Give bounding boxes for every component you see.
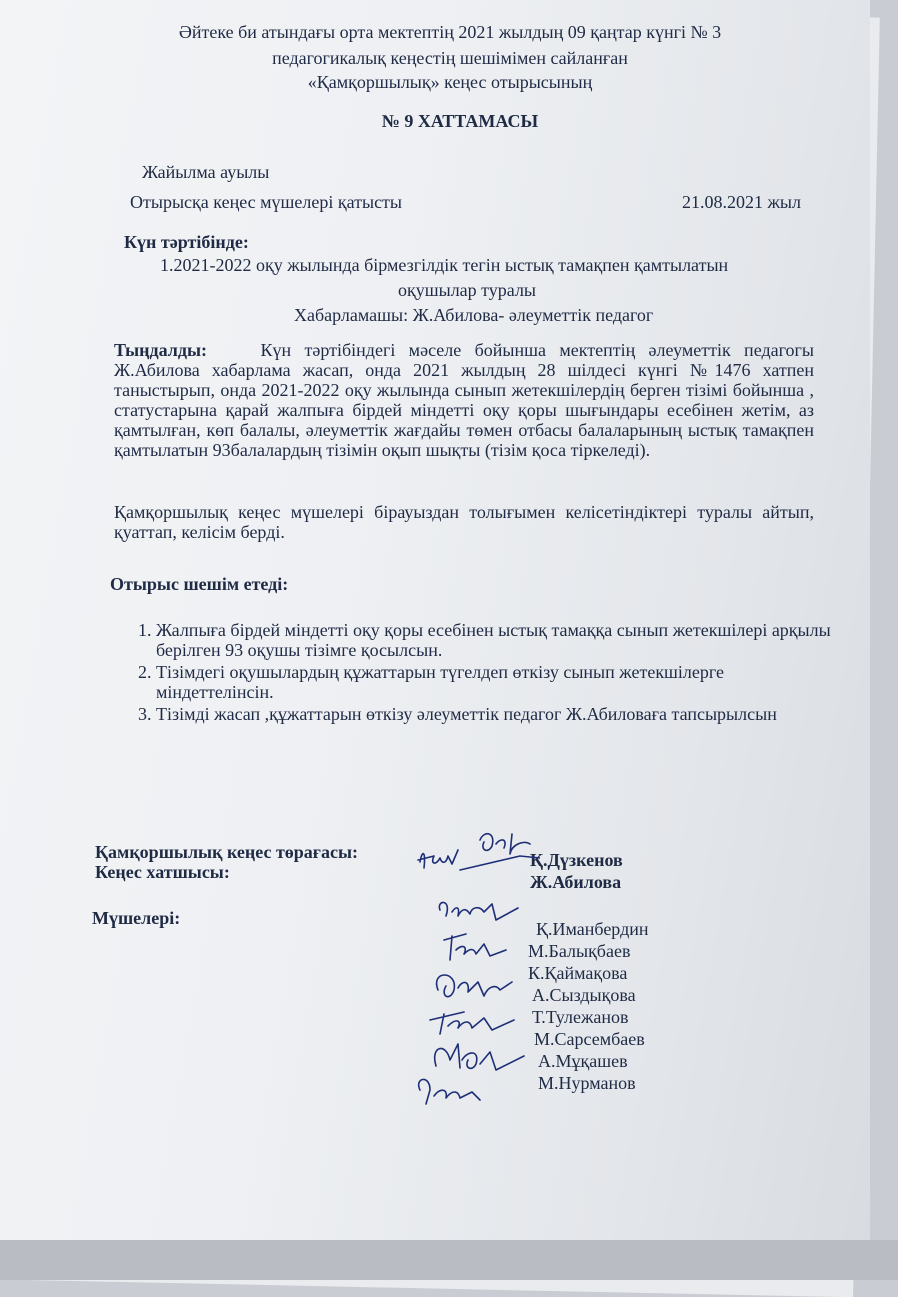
agreement-paragraph: Қамқоршылық кеңес мүшелері бірауыздан толығымен келісетіндіктері туралы айтып, қуаттап, келісім берді. bbox=[114, 502, 814, 542]
reporter: Хабарламашы: Ж.Абилова- әлеуметтік педагог bbox=[294, 305, 654, 325]
members-label: Мүшелері: bbox=[92, 908, 181, 928]
agenda-item-1: 1.2021-2022 оқу жылында бірмезгілдік тегін ыстық тамақпен қамтылатын bbox=[160, 255, 729, 275]
signature-mark bbox=[437, 975, 512, 997]
member-name: М.Нурманов bbox=[538, 1073, 636, 1093]
member-name: М.Балықбаев bbox=[528, 941, 631, 961]
decision-item: 1. Жалпыға бірдей міндетті оқу қоры есебінен ыстық тамаққа сынып жетекшілері арқылы берілген 93 оқушы тізімге қосылсын. bbox=[156, 620, 846, 660]
chair-name: Қ.Дүзкенов bbox=[530, 850, 623, 870]
signature-mark bbox=[460, 856, 540, 870]
signature-mark bbox=[444, 934, 506, 960]
decision-label: Отырыс шешім етеді: bbox=[110, 574, 289, 594]
signature-mark bbox=[435, 1044, 524, 1070]
header-line-3: «Қамқоршылық» кеңес отырысының bbox=[307, 72, 593, 92]
member-name: Т.Тулежанов bbox=[532, 1007, 629, 1027]
heard-label: Тыңдалды: bbox=[114, 340, 208, 360]
place: Жайылма ауылы bbox=[142, 162, 270, 182]
decision-item: 3. Тізімді жасап ,құжаттарын өткізу әлеуметтік педагог Ж.Абиловаға тапсырылсын bbox=[156, 704, 846, 724]
member-name: А.Сыздықова bbox=[532, 985, 636, 1005]
officer-names bbox=[530, 849, 623, 893]
handwritten-signatures bbox=[400, 820, 540, 1120]
signature-mark bbox=[439, 902, 518, 920]
signature-mark bbox=[418, 850, 458, 868]
decision-item: 2. Тізімдегі оқушылардың құжаттарын түгелдеп өткізу сынып жетекшілерге міндеттелінсін. bbox=[156, 662, 846, 702]
secretary-label: Кеңес хатшысы: bbox=[95, 862, 230, 882]
member-name: К.Қаймақова bbox=[528, 963, 628, 983]
header-line-2: педагогикалық кеңестің шешімімен сайланған bbox=[272, 48, 628, 68]
decision-list bbox=[128, 620, 846, 726]
table-surface bbox=[0, 1240, 898, 1280]
signature-mark bbox=[480, 834, 530, 854]
chair-label: Қамқоршылық кеңес төрағасы: bbox=[95, 842, 359, 862]
member-name: М.Сарсембаев bbox=[534, 1029, 645, 1049]
meeting-date: 21.08.2021 жыл bbox=[682, 192, 802, 212]
member-name: Қ.Иманбердин bbox=[536, 919, 649, 939]
member-name: А.Мұқашев bbox=[538, 1051, 628, 1071]
attendance: Отырысқа кеңес мүшелері қатысты bbox=[130, 192, 403, 212]
header-line-1: Әйтеке би атындағы орта мектептің 2021 жылдың 09 қаңтар күнгі № 3 bbox=[178, 22, 722, 42]
secretary-name: Ж.Абилова bbox=[530, 872, 622, 892]
agenda-item-1-cont: оқушылар туралы bbox=[398, 280, 537, 300]
agenda-label: Күн тәртібінде: bbox=[124, 232, 249, 252]
document-title: № 9 ХАТТАМАСЫ bbox=[381, 111, 539, 131]
heard-paragraph bbox=[114, 340, 814, 460]
heard-text: Күн тәртібіндегі мәселе бойынша мектептің әлеуметтік педагогы Ж.Абилова хабарлама жасап, онда 2021 жылдың 28 шілдесі күнгі №1476 хатпен таныстырып, онда 2021-2022 оқу жылында сынып жетекшілердің берген тізімі бойынша , статустарына қарай жалпыға бірдей міндетті оқу қоры шығындары есебінен жетім, аз қамтылған, көп балалы, әлеуметтік жағдайы төмен отбасы балаларының ыстық тамақпен қамтылатын 93балалардың тізімін оқып шықты (тізім қоса тіркеледі). bbox=[114, 340, 814, 460]
signature-mark bbox=[419, 1079, 480, 1104]
signature-mark bbox=[430, 1012, 514, 1034]
member-names bbox=[528, 918, 649, 1094]
